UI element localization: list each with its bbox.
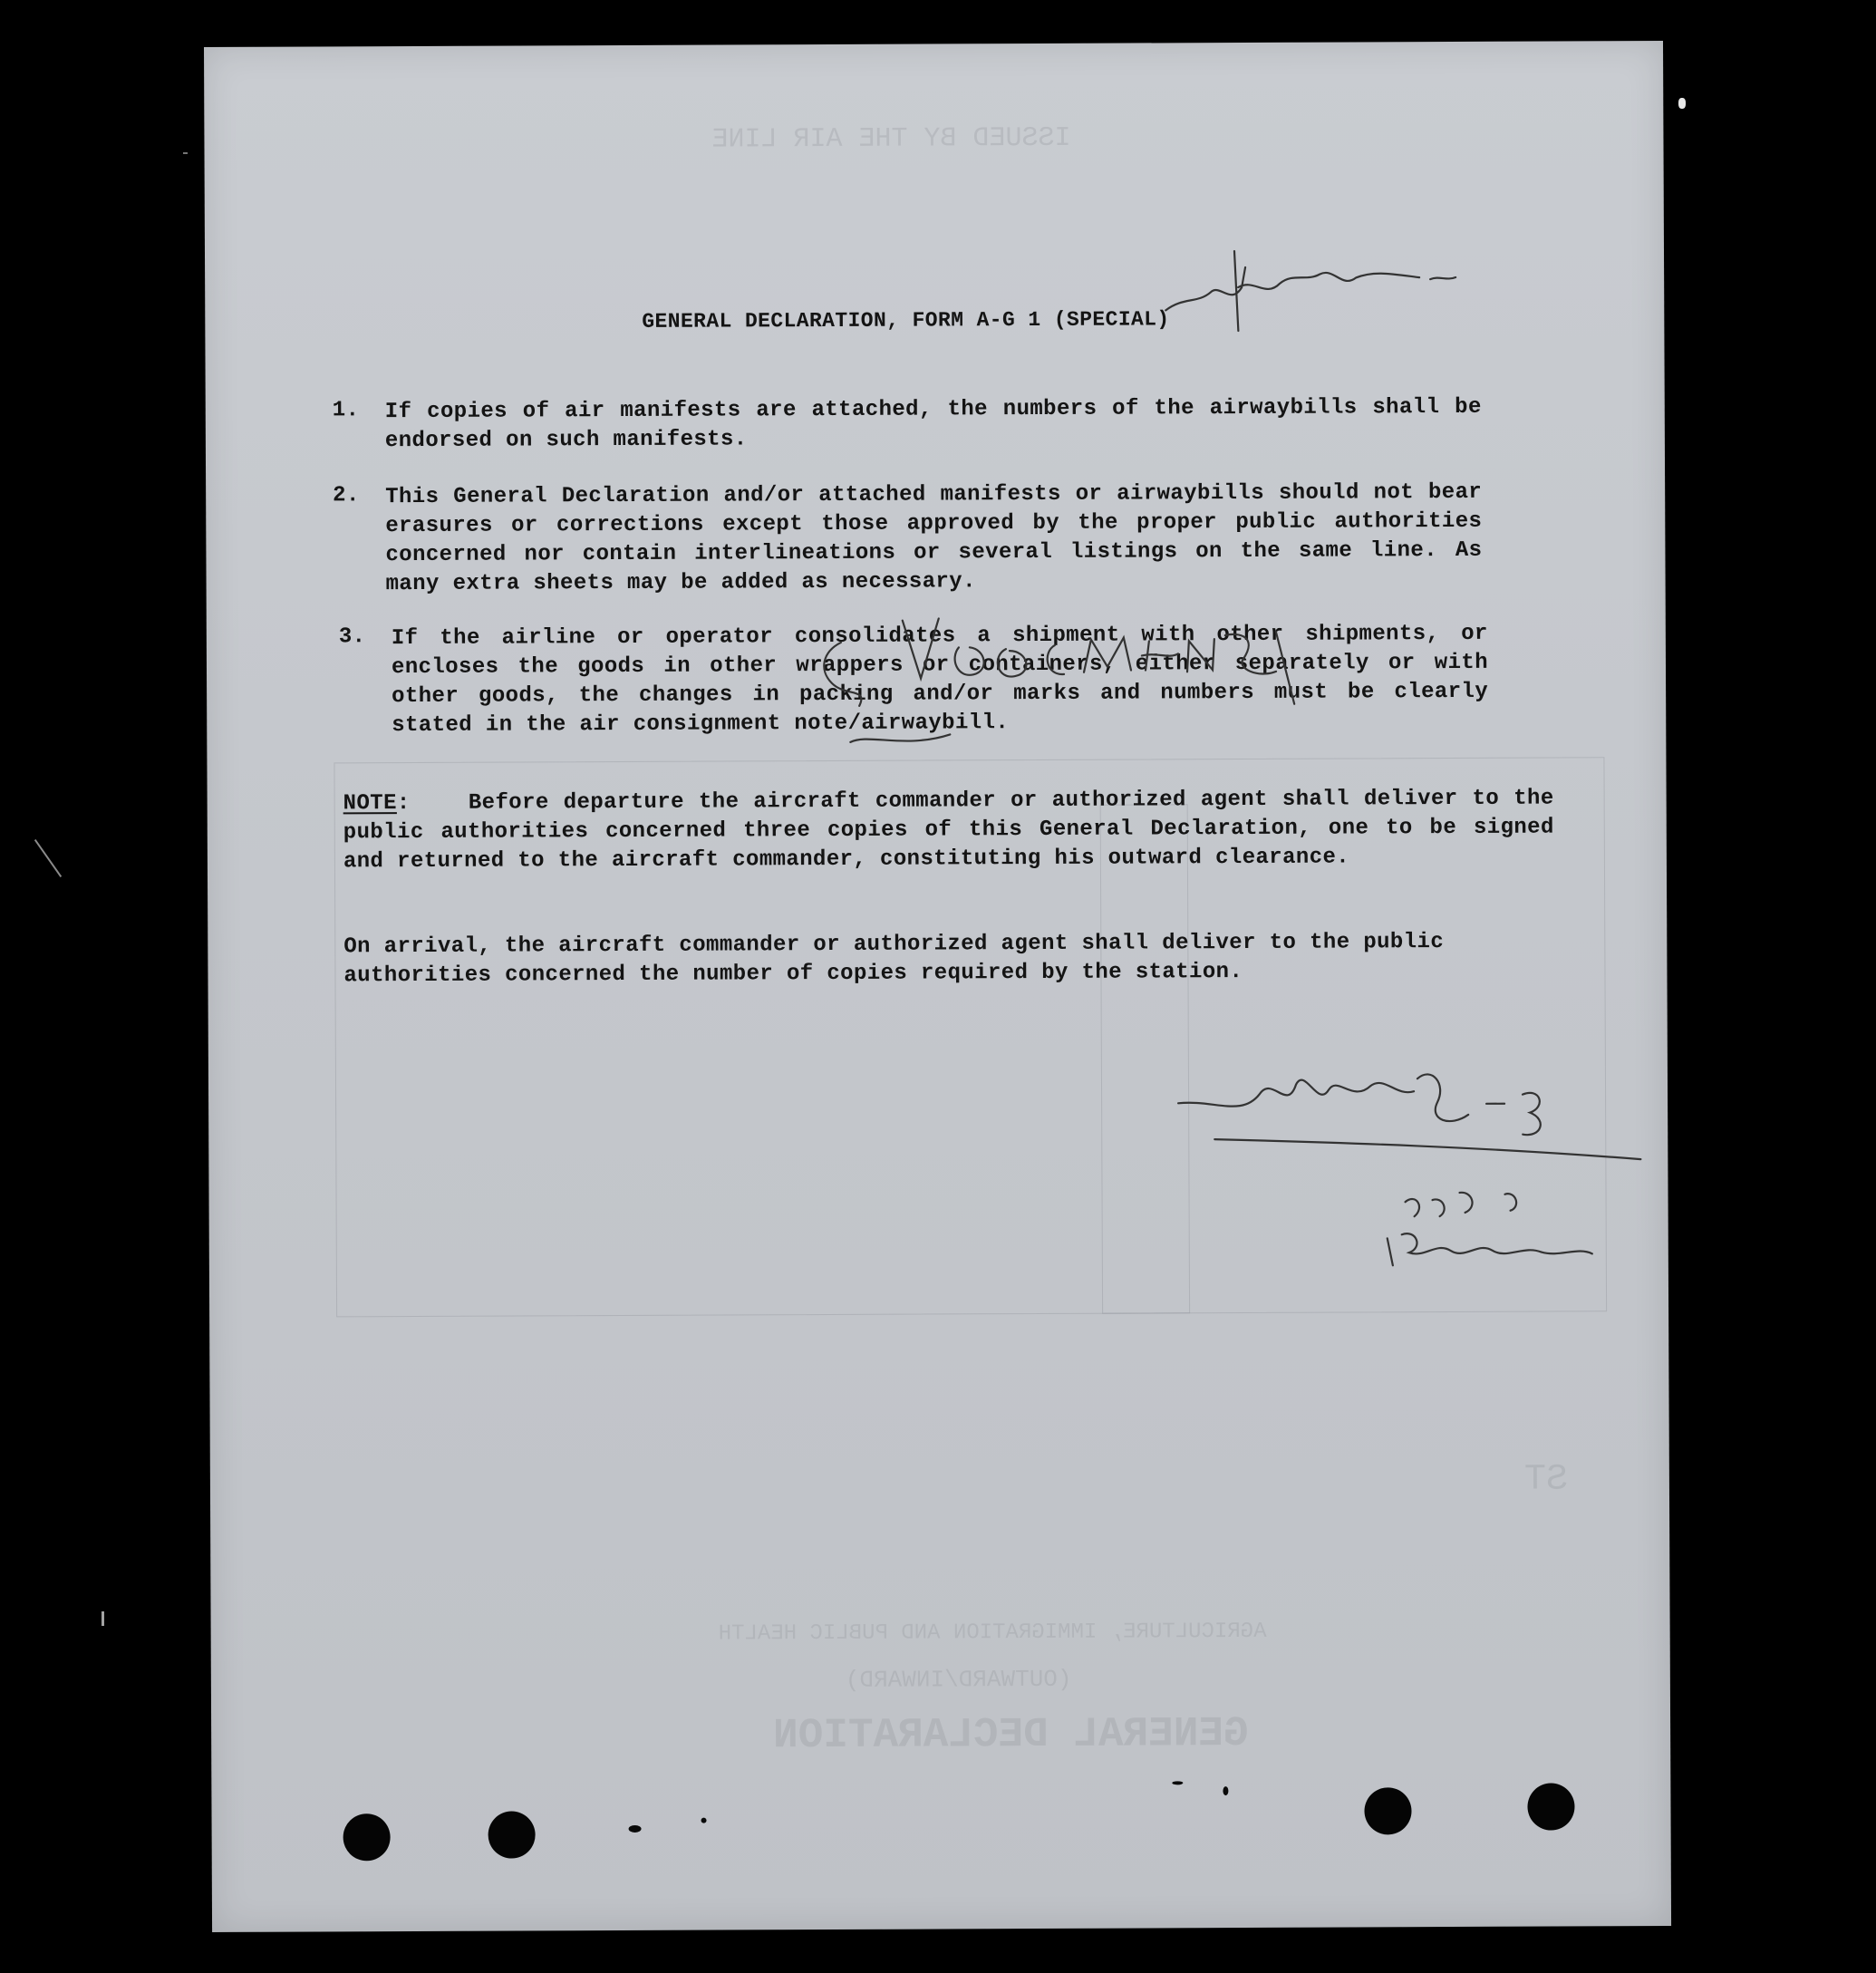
page-title: GENERAL DECLARATION, FORM A-G 1 (SPECIAL): [642, 307, 1170, 334]
reverse-side-bleed: ISSUED BY THE AIR LINE: [711, 122, 1071, 156]
punch-hole: [1364, 1787, 1411, 1834]
list-item-text: This General Declaration and/or attached manifests or airwaybills should not bear erasures or corrections except those approved by the proper public authorities concerned nor contain interlineations or several listings on the same line. As many extra sheets may be added as necessary.: [385, 479, 1483, 597]
edge-speck: [183, 152, 188, 154]
punch-hole: [488, 1811, 535, 1858]
reverse-side-bleed: (OUTWARD/INWARD): [845, 1665, 1072, 1694]
note-text: Before departure the aircraft commander or authorized agent shall deliver to the public authorities concerned three copies of this General Declaration, one to be signed and returned to the aircraft commander, constituting his outward clearance.: [343, 786, 1554, 875]
scan-speck: [1223, 1786, 1228, 1795]
list-item: [333, 479, 1484, 597]
document-page: [204, 41, 1671, 1932]
reverse-side-bleed: ST: [1523, 1459, 1569, 1501]
handwritten-annotation: [769, 595, 1368, 806]
reverse-side-bleed: AGRICULTURE, IMMIGRATION AND PUBLIC HEALTH: [718, 1619, 1267, 1647]
list-item-number: 1.: [332, 398, 360, 423]
edge-speck: [34, 839, 62, 877]
edge-speck: [102, 1611, 104, 1626]
handwritten-signature: [1160, 1047, 1668, 1284]
list-item-text: If copies of air manifests are attached, the numbers of the airwaybills shall be endorsed on such manifests.: [384, 394, 1482, 454]
list-item-number: 2.: [333, 483, 360, 508]
scan-speck: [1172, 1781, 1183, 1784]
punch-hole: [1527, 1783, 1574, 1830]
punch-hole: [343, 1813, 391, 1861]
scan-speck: [629, 1825, 642, 1833]
note-paragraph: NOTE: Before departure the aircraft commander or authorized agent shall deliver to the public authorities concerned three copies of this General Declaration, one to be signed and returned to the aircraft commander, constituting his outward clearance.: [343, 786, 1554, 875]
edge-speck: [1678, 98, 1686, 109]
list-item: [332, 393, 1484, 454]
handwritten-scribble: [1147, 223, 1475, 334]
scan-speck: [701, 1818, 707, 1823]
reverse-side-bleed: GENERAL DECLARATION: [773, 1709, 1249, 1760]
note-label: NOTE: [343, 791, 397, 817]
arrival-paragraph: On arrival, the aircraft commander or authorized agent shall deliver to the public authorities concerned the number of copies required by the station.: [343, 930, 1445, 989]
list-item-text: If the airline or operator consolidates a shipment with other shipments, or encloses the goods in other wrappers or containers, either separately or with other goods, the changes in packing and/or marks and numbers must be clearly stated in the air consignment note/airwaybill.: [391, 621, 1489, 739]
list-item-number: 3.: [338, 624, 366, 650]
